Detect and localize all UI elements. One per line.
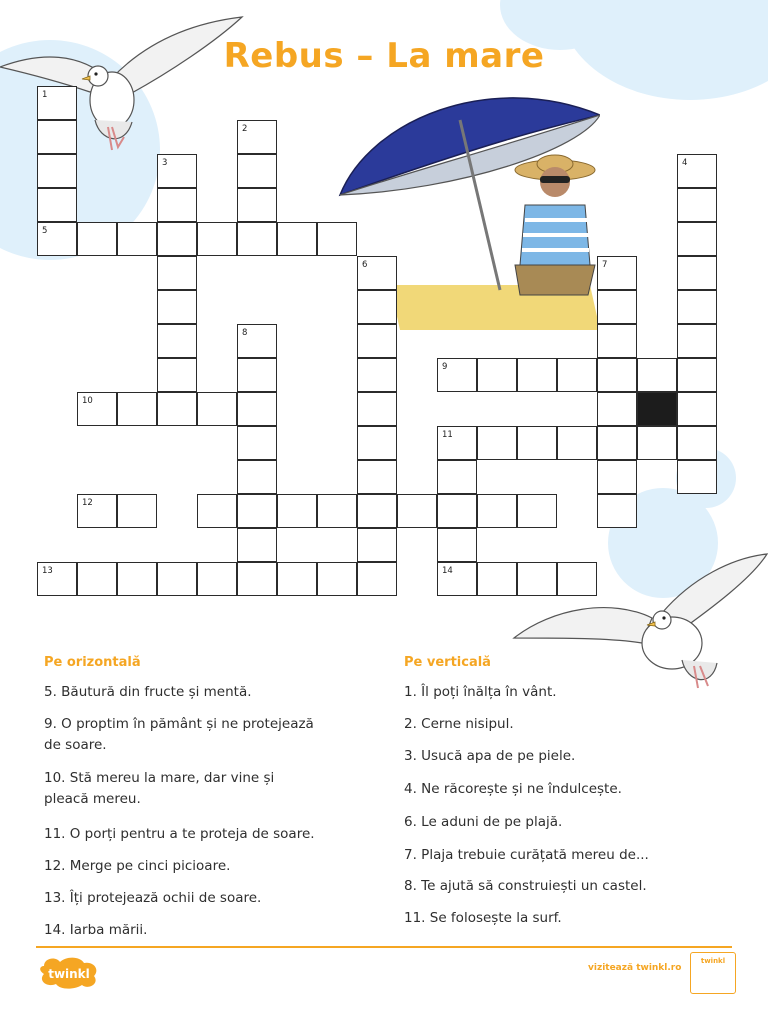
- clue-number: 3: [162, 158, 168, 168]
- crossword-cell[interactable]: [37, 188, 77, 222]
- crossword-cell[interactable]: [157, 290, 197, 324]
- crossword-cell[interactable]: [477, 562, 517, 596]
- crossword-cell[interactable]: [237, 494, 277, 528]
- across-heading: Pe orizontală: [44, 655, 141, 670]
- clue-number: 4: [682, 158, 688, 168]
- crossword-cell[interactable]: [77, 494, 117, 528]
- crossword-cell[interactable]: [157, 392, 197, 426]
- crossword-cell[interactable]: [77, 222, 117, 256]
- crossword-cell[interactable]: [677, 290, 717, 324]
- badge-text: twinkl: [700, 957, 726, 965]
- crossword-cell[interactable]: [197, 494, 237, 528]
- clue-number: 13: [42, 566, 53, 576]
- crossword-cell[interactable]: [237, 222, 277, 256]
- crossword-cell[interactable]: [117, 222, 157, 256]
- crossword-cell[interactable]: [437, 562, 477, 596]
- crossword-cell[interactable]: [197, 392, 237, 426]
- clue-number: 5: [42, 226, 48, 236]
- crossword-cell[interactable]: [597, 290, 637, 324]
- crossword-cell[interactable]: [37, 562, 77, 596]
- across-clue: 12. Merge pe cinci picioare.: [44, 858, 231, 874]
- crossword-cell[interactable]: [157, 562, 197, 596]
- down-clue: 8. Te ajută să construiești un castel.: [404, 878, 647, 894]
- crossword-cell[interactable]: [357, 358, 397, 392]
- clue-number: 8: [242, 328, 248, 338]
- crossword-cell[interactable]: [677, 358, 717, 392]
- crossword-cell[interactable]: [637, 358, 677, 392]
- down-clue: 6. Le aduni de pe plajă.: [404, 814, 563, 830]
- crossword-cell[interactable]: [357, 562, 397, 596]
- clue-number: 12: [82, 498, 93, 508]
- clue-number: 1: [42, 90, 48, 100]
- across-clue: 9. O proptim în pământ și ne protejează: [44, 716, 314, 732]
- crossword-cell[interactable]: [237, 426, 277, 460]
- crossword-cell[interactable]: [597, 460, 637, 494]
- crossword-cell[interactable]: [517, 494, 557, 528]
- crossword-cell[interactable]: [597, 426, 637, 460]
- crossword-cell[interactable]: [397, 494, 437, 528]
- crossword-cell[interactable]: [317, 222, 357, 256]
- visit-website-link[interactable]: vizitează twinkl.ro: [588, 963, 682, 973]
- crossword-cell[interactable]: [237, 528, 277, 562]
- footer-divider: [36, 946, 732, 948]
- crossword-cell[interactable]: [237, 460, 277, 494]
- down-clue: 4. Ne răcorește și ne îndulcește.: [404, 781, 622, 797]
- crossword-cell[interactable]: [517, 358, 557, 392]
- clue-number: 10: [82, 396, 93, 406]
- crossword-cell[interactable]: [157, 188, 197, 222]
- crossword-cell[interactable]: [677, 154, 717, 188]
- crossword-cell[interactable]: [37, 86, 77, 120]
- clue-number: 7: [602, 260, 608, 270]
- crossword-cell[interactable]: [77, 392, 117, 426]
- crossword-cell[interactable]: [237, 392, 277, 426]
- down-clue: 11. Se folosește la surf.: [404, 910, 562, 926]
- crossword-cell[interactable]: [477, 426, 517, 460]
- crossword-cell[interactable]: [157, 256, 197, 290]
- crossword-cell[interactable]: [317, 562, 357, 596]
- crossword-cell[interactable]: [677, 392, 717, 426]
- crossword-cell[interactable]: [437, 358, 477, 392]
- crossword-cell[interactable]: [157, 222, 197, 256]
- crossword-cell[interactable]: [237, 188, 277, 222]
- crossword-cell[interactable]: [237, 324, 277, 358]
- crossword-cell[interactable]: [597, 392, 637, 426]
- crossword-cell[interactable]: [157, 358, 197, 392]
- clue-number: 2: [242, 124, 248, 134]
- crossword-cell[interactable]: [437, 426, 477, 460]
- crossword-cell[interactable]: [597, 256, 637, 290]
- across-clue: 10. Stă mereu la mare, dar vine și: [44, 770, 275, 786]
- crossword-cell[interactable]: [37, 120, 77, 154]
- crossword-cell[interactable]: [437, 460, 477, 494]
- down-clue: 2. Cerne nisipul.: [404, 716, 514, 732]
- crossword-cell[interactable]: [237, 120, 277, 154]
- crossword-cell[interactable]: [557, 562, 597, 596]
- crossword-cell[interactable]: [357, 460, 397, 494]
- crossword-cell[interactable]: [277, 562, 317, 596]
- crossword-cell[interactable]: [677, 324, 717, 358]
- crossword-cell[interactable]: [557, 358, 597, 392]
- across-clue: pleacă mereu.: [44, 791, 141, 807]
- crossword-cell[interactable]: [117, 562, 157, 596]
- crossword-cell[interactable]: [517, 426, 557, 460]
- crossword-cell[interactable]: [437, 494, 477, 528]
- crossword-cell[interactable]: [237, 154, 277, 188]
- across-clue: de soare.: [44, 737, 107, 753]
- crossword-cell[interactable]: [637, 426, 677, 460]
- crossword-cell[interactable]: [117, 392, 157, 426]
- crossword-cell[interactable]: [37, 154, 77, 188]
- crossword-cell[interactable]: [277, 222, 317, 256]
- crossword-cell[interactable]: [597, 358, 637, 392]
- crossword-cell[interactable]: [237, 358, 277, 392]
- crossword-cell[interactable]: [37, 222, 77, 256]
- across-clue: 11. O porți pentru a te proteja de soare.: [44, 826, 315, 842]
- crossword-cell[interactable]: [437, 528, 477, 562]
- crossword-cell[interactable]: [677, 460, 717, 494]
- crossword-block: [637, 392, 677, 426]
- crossword-cell[interactable]: [357, 426, 397, 460]
- crossword-cell[interactable]: [477, 358, 517, 392]
- twinkl-logo: [38, 956, 100, 990]
- crossword-cell[interactable]: [357, 324, 397, 358]
- crossword-cell[interactable]: [157, 154, 197, 188]
- clue-number: 6: [362, 260, 368, 270]
- logo-text: twinkl: [48, 967, 90, 981]
- crossword-cell[interactable]: [237, 562, 277, 596]
- down-clue: 1. Îl poți înălța în vânt.: [404, 684, 557, 700]
- crossword-cell[interactable]: [357, 392, 397, 426]
- down-clue: 3. Usucă apa de pe piele.: [404, 748, 576, 764]
- crossword-cell[interactable]: [597, 324, 637, 358]
- crossword-cell[interactable]: [677, 222, 717, 256]
- across-clue: 13. Îți protejează ochii de soare.: [44, 890, 262, 906]
- crossword-cell[interactable]: [677, 188, 717, 222]
- crossword-cell[interactable]: [597, 494, 637, 528]
- crossword-cell[interactable]: [77, 562, 117, 596]
- crossword-cell[interactable]: [357, 494, 397, 528]
- crossword-cell[interactable]: [317, 494, 357, 528]
- across-clue: 14. Iarba mării.: [44, 922, 148, 938]
- across-clue: 5. Băutură din fructe și mentă.: [44, 684, 252, 700]
- crossword-cell[interactable]: [517, 562, 557, 596]
- down-clue: 7. Plaja trebuie curățată mereu de...: [404, 847, 649, 863]
- clue-number: 11: [442, 430, 453, 440]
- crossword-cell[interactable]: [357, 528, 397, 562]
- clue-number: 9: [442, 362, 448, 372]
- page-title: Rebus – La mare: [223, 36, 545, 76]
- crossword-cell[interactable]: [477, 494, 517, 528]
- crossword-cell[interactable]: [277, 494, 317, 528]
- quality-badge: [690, 952, 736, 994]
- crossword-cell[interactable]: [357, 290, 397, 324]
- crossword-cell[interactable]: [117, 494, 157, 528]
- crossword-cell[interactable]: [197, 222, 237, 256]
- crossword-cell[interactable]: [357, 256, 397, 290]
- crossword-cell[interactable]: [157, 324, 197, 358]
- crossword-cell[interactable]: [677, 256, 717, 290]
- crossword-cell[interactable]: [557, 426, 597, 460]
- crossword-cell[interactable]: [677, 426, 717, 460]
- crossword-cell[interactable]: [197, 562, 237, 596]
- clue-number: 14: [442, 566, 453, 576]
- down-heading: Pe verticală: [404, 655, 491, 670]
